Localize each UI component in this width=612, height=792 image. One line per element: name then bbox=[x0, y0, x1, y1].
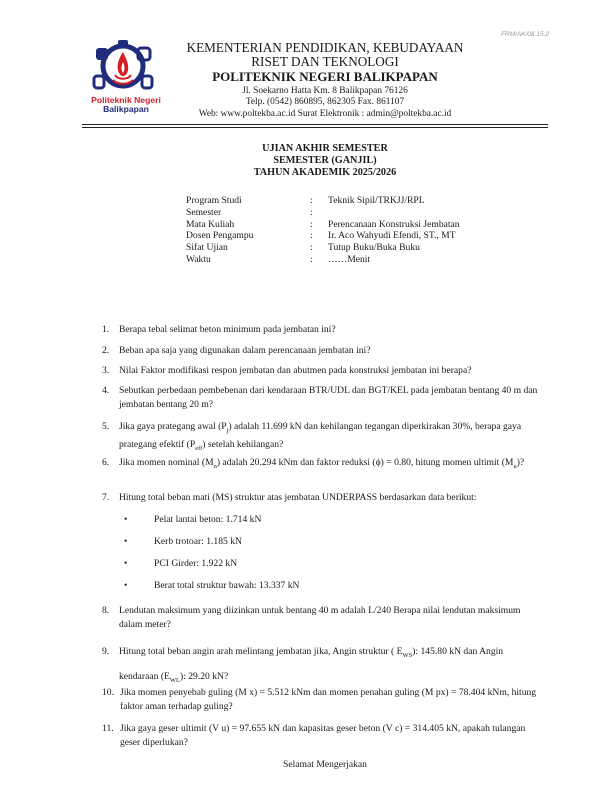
ministry-line2: RISET DAN TEKNOLOGI bbox=[251, 54, 399, 69]
exam-info-table bbox=[186, 195, 460, 266]
info-row: Mata Kuliah : Perencanaan Konstruksi Jembatan bbox=[186, 218, 460, 230]
question-9: 9. Hitung total beban angin arah melintang jembatan jika, Angin struktur ( $E_{WS}$): 145.80 kN dan Angin kendaraan $(E_{WL})$: 29.20 kN? bbox=[102, 646, 504, 684]
logo-caption bbox=[86, 96, 166, 114]
question-7: 7. Hitung total beban mati (MS) struktur atas jembatan UNDERPASS berdasarkan data berikut: bbox=[102, 492, 477, 503]
info-row: Semester : bbox=[186, 206, 313, 218]
q7-item: • Kerb trotoar: 1.185 kN bbox=[124, 536, 242, 547]
exam-year: TAHUN AKADEMIK 2025/2026 bbox=[253, 167, 397, 178]
closing-text: Selamat Mengerjakan bbox=[283, 759, 367, 770]
q7-item: • Berat total struktur bawah: 13.337 kN bbox=[124, 580, 300, 591]
phone: Telp. (0542) 860895, 862305 Fax. 861107 bbox=[245, 97, 405, 107]
institution-name: POLITEKNIK NEGERI BALIKPAPAN bbox=[212, 69, 438, 84]
info-row: Program Studi : Teknik Sipil/TRKJJ/RPL bbox=[186, 195, 425, 206]
info-row: Dosen Pengampu : Ir. Aco Wahyudi Efendi, ST., MT bbox=[186, 230, 456, 242]
logo-caption-line2: Balikpapan bbox=[103, 104, 149, 114]
question-3: 3. Nilai Faktor modifikasi respon jembatan dan abutmen pada konstruksi jembatan ini berapa? bbox=[102, 365, 472, 376]
question-10: 10. Jika momen penyebab guling (M x) = 5.512 kNm dan momen penahan guling (M px) = 78.404 kNm, hitung faktor aman terhadap guling? bbox=[102, 687, 537, 712]
question-6: 6. Jika momen nominal $(M_n)$ adalah 20.294 kNm dan faktor reduksi (ϕ) = 0.80, hitung momen ultimit $(M_u)$? bbox=[102, 457, 525, 470]
exam-semester: SEMESTER (GANJIL) bbox=[273, 155, 377, 166]
exam-title: UJIAN AKHIR SEMESTER bbox=[262, 143, 388, 154]
header-divider-thick bbox=[82, 124, 548, 125]
q7-item: • Pelat lantai beton: 1.714 kN bbox=[124, 514, 262, 525]
question-5: 5. Jika gaya prategang awal $(P_j)$ adalah 11.699 kN dan kehilangan tegangan diperkirakan 30%, berapa gaya prategang efektif $(P_{eff})$ setelah kehilangan? bbox=[102, 421, 522, 452]
web-email: Web: www.poltekba.ac.id Surat Elektronik : admin@poltekba.ac.id bbox=[198, 109, 452, 119]
question-2: 2. Beban apa saja yang digunakan dalam perencanaan jembatan ini? bbox=[102, 345, 371, 356]
question-11: 11. Jika gaya geser ultimit (V u) = 97.655 kN dan kapasitas geser beton (V c) = 314.405 kN, apakah tulangan geser diperlukan? bbox=[102, 723, 526, 748]
address: Jl. Soekarno Hatta Km. 8 Balikpapan 76126 bbox=[242, 86, 408, 96]
header-divider-thin bbox=[82, 127, 548, 128]
question-1: 1. Berapa tebal selimat beton minimum pada jembatan ini? bbox=[102, 324, 336, 335]
info-row: Sifat Ujian : Tutup Buku/Buka Buku bbox=[186, 242, 420, 254]
logo-caption-line1: Politeknik Negeri bbox=[91, 95, 161, 105]
logo-flame-icon bbox=[113, 52, 133, 84]
question-4: 4. Sebutkan perbedaan pembebenan dari kendaraan BTR/UDL dan BGT/KEL pada jembatan bentang 40 m dan jembatan bentang 20 m? bbox=[102, 385, 538, 410]
form-code: FRM/AK/08.15.2 bbox=[500, 31, 549, 38]
ministry-line1: KEMENTERIAN PENDIDIKAN, KEBUDAYAAN bbox=[186, 40, 464, 55]
info-row: Waktu : ……Menit bbox=[186, 253, 371, 265]
question-8: 8. Lendutan maksimum yang diizinkan untuk bentang 40 m adalah L/240 Berapa nilai lendutan maksimum dalam meter? bbox=[102, 605, 521, 630]
q7-item: • PCI Girder: 1.922 kN bbox=[124, 558, 238, 569]
